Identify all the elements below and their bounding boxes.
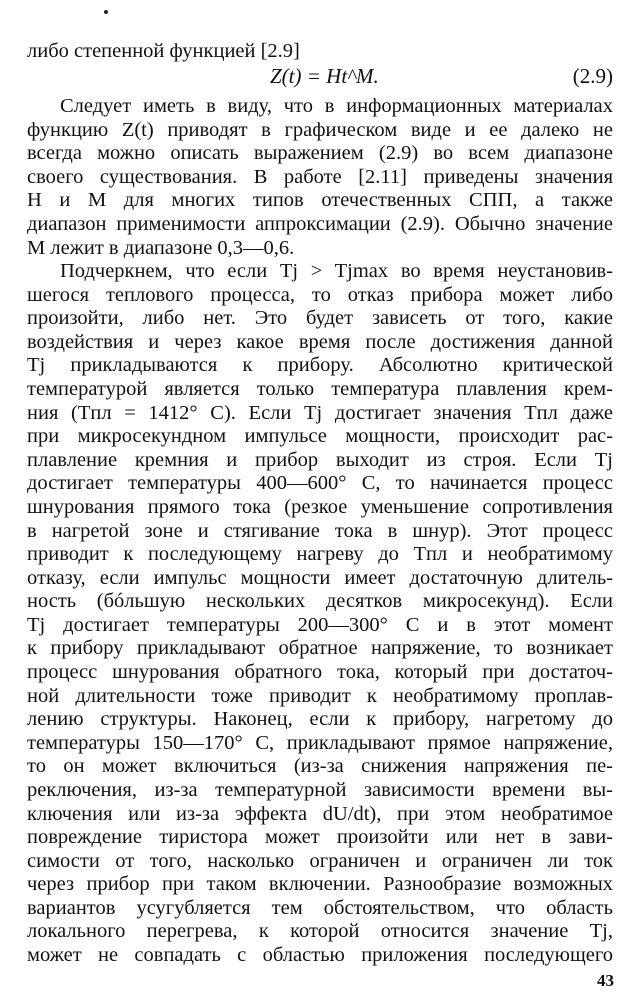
text-line: Tj прикладываются к прибору. Абсолютно критической xyxy=(27,354,613,376)
text-line: температуры 150—170° С, прикладывают прямое напряжение, xyxy=(27,732,613,754)
text-line: произойти, либо нет. Это будет зависеть от того, какие xyxy=(27,307,613,329)
text-line: ключения или из-за эффекта dU/dt), при этом необратимое xyxy=(27,803,613,825)
text-line: диапазон применимости аппроксимации (2.9). Обычно значение xyxy=(27,213,613,235)
text-line: достигает температуры 400—600° С, то начинается процесс xyxy=(27,472,613,494)
text-line: в нагретой зоне и стягивание тока в шнур). Этот процесс xyxy=(27,520,613,542)
text-line: плавление кремния и прибор выходит из строя. Если Tj xyxy=(27,449,613,471)
text-line: процесс шнурования обратного тока, который при достаточ- xyxy=(27,661,613,683)
text-line: M лежит в диапазоне 0,3—0,6. xyxy=(27,237,295,259)
formula-block xyxy=(0,62,636,90)
text-line: приводит к последующему нагреву до Tпл и необратимому xyxy=(27,543,613,565)
text-line: функцию Z(t) приводят в графическом виде и ее далеко не xyxy=(27,119,613,141)
text-line: локального перегрева, к которой относится значение Tj, xyxy=(27,920,613,942)
formula-expression: Z(t) = Ht^M. xyxy=(270,64,379,88)
text-line: либо степенной функцией [2.9] xyxy=(27,40,300,62)
page-number: 43 xyxy=(597,971,614,990)
text-line: всегда можно описать выражением (2.9) во всем диапазоне xyxy=(27,142,613,164)
text-line: своего существования. В работе [2.11] приведены значения xyxy=(27,166,613,188)
text-line: может не совпадать с областью приложения последующего xyxy=(27,944,613,966)
text-line: при микросекундном импульсе мощности, происходит рас- xyxy=(27,425,613,447)
text-line: отказу, если импульс мощности имеет достаточную длитель- xyxy=(27,567,613,589)
text-line: воздействия и через какое время после достижения данной xyxy=(27,331,613,353)
text-line: к прибору прикладывают обратное напряжение, то возникает xyxy=(27,637,613,659)
text-line: ния (Tпл = 1412° С). Если Tj достигает значения Tпл даже xyxy=(27,402,613,424)
text-line: повреждение тиристора может произойти или нет в зави- xyxy=(27,826,613,848)
text-line: H и M для многих типов отечественных СПП, а также xyxy=(27,189,613,211)
text-line: реключения, из-за температурной зависимости времени вы- xyxy=(27,779,613,801)
text-line: симости от того, насколько ограничен и ограничен ли ток xyxy=(27,850,613,872)
text-line: ной длительности тоже приводит к необратимому проплав- xyxy=(27,685,613,707)
print-speck xyxy=(104,10,108,14)
text-line: вариантов усугубляется тем обстоятельством, что область xyxy=(27,897,613,919)
text-line: температурой является только температура плавления крем- xyxy=(27,378,613,400)
text-line: то он может включиться (из-за снижения напряжения пе- xyxy=(27,755,613,777)
text-line: лению структуры. Наконец, если к прибору, нагретому до xyxy=(27,708,613,730)
text-line: шегося теплового процесса, то отказ прибора может либо xyxy=(27,284,613,306)
text-line: ность (бóльшую нескольких десятков микросекунд). Если xyxy=(27,590,613,612)
formula-number: (2.9) xyxy=(572,64,613,88)
text-line: Подчеркнем, что если Tj > Tjmax во время неустановив- xyxy=(60,260,613,282)
text-line: Следует иметь в виду, что в информационных материалах xyxy=(60,95,613,117)
text-line: Tj достигает температуры 200—300° С и в этот момент xyxy=(27,614,613,636)
text-line: через прибор при таком включении. Разнообразие возможных xyxy=(27,873,613,895)
text-line: шнурования прямого тока (резкое уменьшение сопротивления xyxy=(27,496,613,518)
